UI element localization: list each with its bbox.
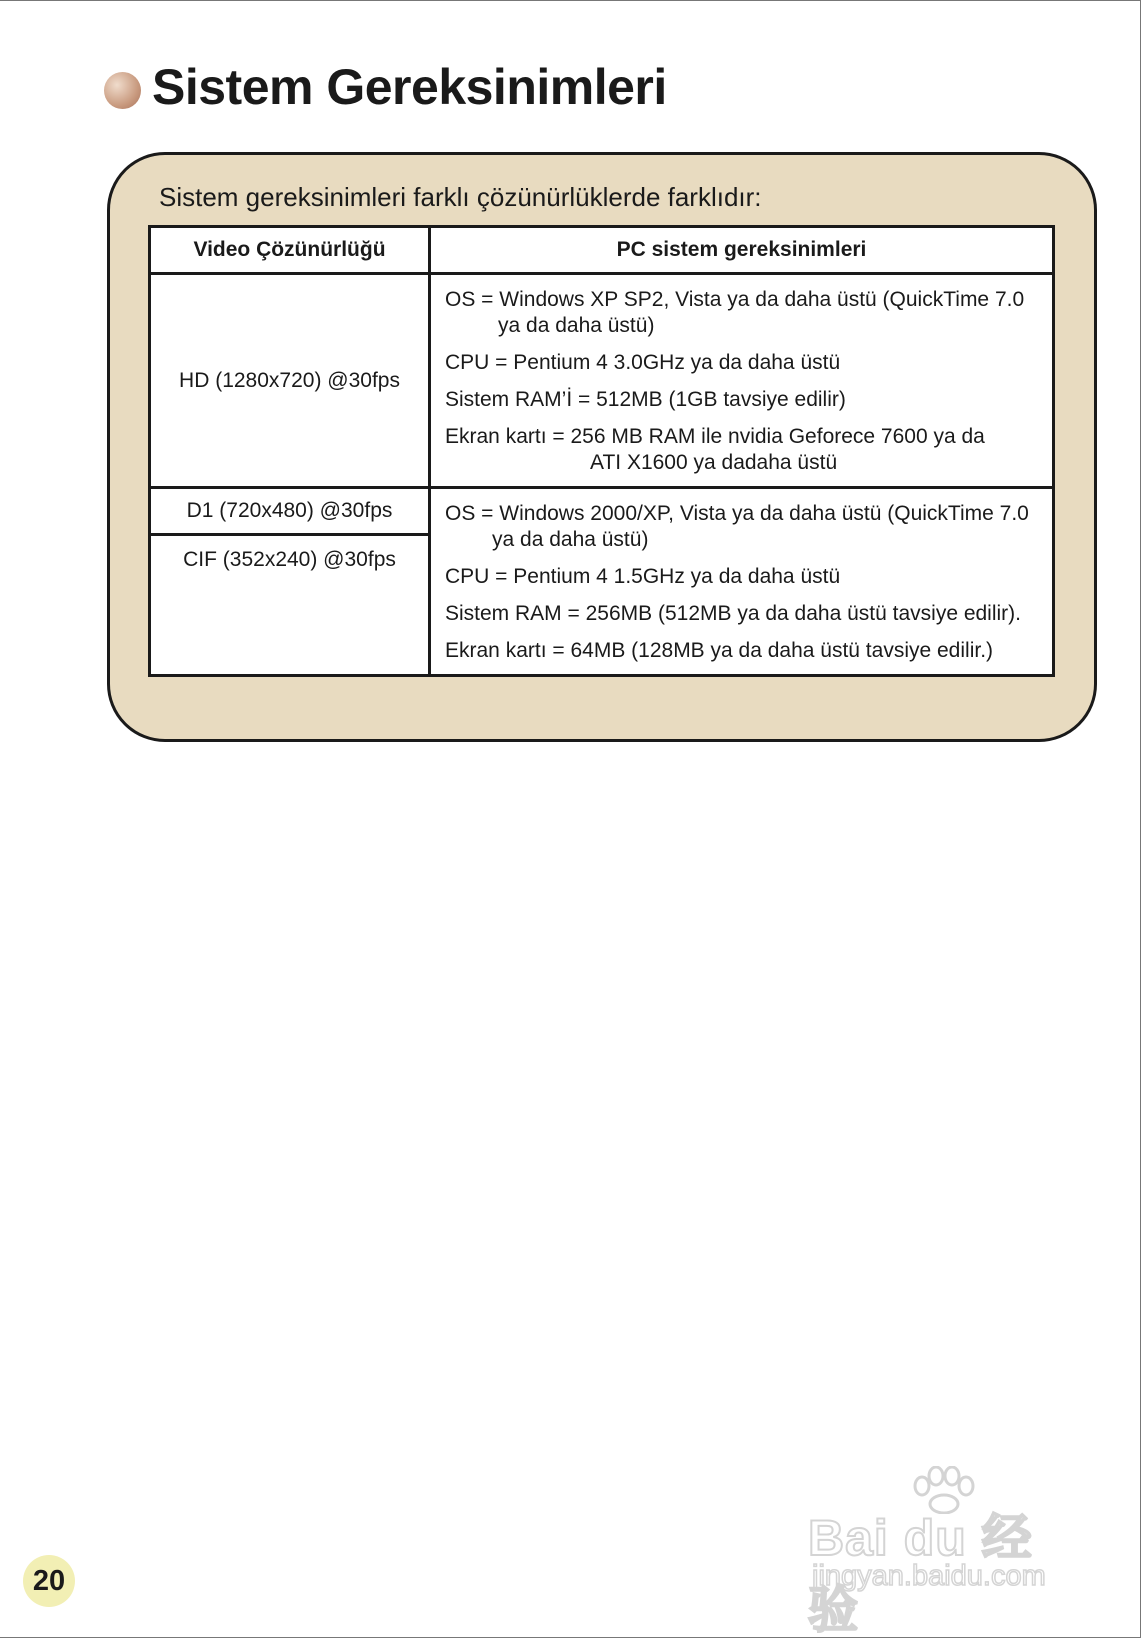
req-line: CPU = Pentium 4 1.5GHz ya da daha üstü (445, 565, 841, 588)
table-row-hd (150, 274, 1054, 488)
requirements-table (148, 225, 1055, 677)
req-line: Ekran kartı = 256 MB RAM ile nvidia Geforece 7600 ya da ATI X1600 ya dadaha üstü (445, 425, 985, 474)
header-pc-requirements: PC sistem gereksinimleri (430, 227, 1054, 274)
baidu-watermark (808, 1466, 1078, 1638)
title-bullet-icon (104, 72, 141, 109)
page-number-badge: 20 (23, 1555, 75, 1607)
req-line: OS = Windows 2000/XP, Vista ya da daha üstü (QuickTime 7.0 ya da daha üstü) (445, 502, 1029, 551)
requirements-hd (430, 274, 1054, 488)
watermark-url: jingyan.baidu.com (812, 1560, 1046, 1592)
req-line: CPU = Pentium 4 3.0GHz ya da daha üstü (445, 351, 841, 374)
resolution-hd: HD (1280x720) @30fps (150, 274, 430, 488)
resolution-cif: CIF (352x240) @30fps (150, 535, 430, 676)
panel-intro: Sistem gereksinimleri farklı çözünürlüklerde farklıdır: (159, 182, 762, 212)
table-header-row (150, 227, 1054, 274)
resolution-d1: D1 (720x480) @30fps (150, 488, 430, 535)
watermark-brand: Bai du 经验 (808, 1510, 1033, 1638)
req-line: Sistem RAM = 256MB (512MB ya da daha üstü tavsiye edilir). (445, 602, 1022, 625)
header-video-resolution: Video Çözünürlüğü (150, 227, 430, 274)
req-line: Sistem RAM’İ = 512MB (1GB tavsiye edilir) (445, 388, 846, 411)
requirements-sd (430, 488, 1054, 676)
table-row-d1 (150, 488, 1054, 535)
req-line: Ekran kartı = 64MB (128MB ya da daha üstü tavsiye edilir.) (445, 639, 994, 662)
req-line: OS = Windows XP SP2, Vista ya da daha üstü (QuickTime 7.0 ya da daha üstü) (445, 288, 1025, 337)
page-title: Sistem Gereksinimleri (152, 59, 667, 115)
